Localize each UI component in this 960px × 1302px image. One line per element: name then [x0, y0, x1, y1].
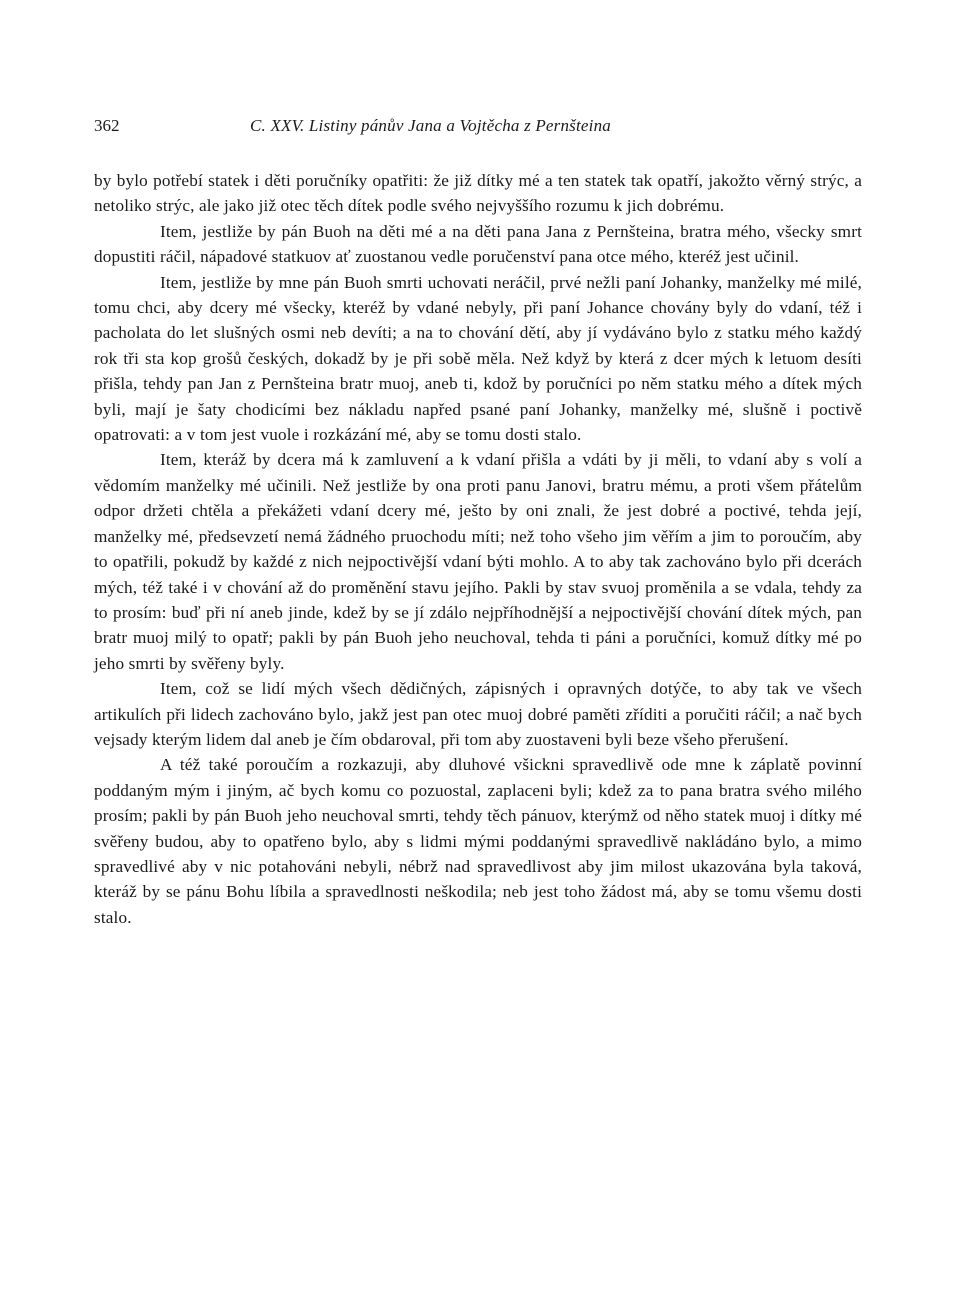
paragraph-2: Item, jestliže by pán Buoh na děti mé a na děti pana Jana z Pernšteina, bratra mého, všecky smrt dopustiti ráčil, nápadové statkuov ať zuostanou vedle poručenství pana otce mého, kteréž jest učinil. [94, 221, 862, 267]
paragraph-5: Item, což se lidí mých všech dědičných, zápisných i opravných dotýče, to aby tak ve všech artikulích při lidech zachováno bylo, jakž jest pan otec muoj dobré paměti zříditi a poručiti ráčil; a nač bych vejsady kterým lidem dal aneb je čím obdaroval, při tom aby zuostaveni byli beze všeho přerušení. [94, 679, 862, 749]
body-text [94, 168, 862, 930]
running-header [94, 116, 862, 146]
paragraph-4: Item, kteráž by dcera má k zamluvení a k vdaní přišla a vdáti by ji měli, to vdaní aby s volí a vědomím manželky mé učinili. Než jestliže by ona proti panu Janovi, bratru mému, a proti všem přátelům odpor držeti chtěla a překážeti vdaní dcery mé, ješto by oni znali, že jest dobré a poctivé, tehda její, manželky mé, předsevzetí nemá žádného pruochodu míti; než toho všeho jim věřím a jim to poroučím, aby to opatřili, pokudž by každé z nich nejpoctivější vdaní býti mohlo. A to aby tak zachováno bylo při dcerách mých, též také i v chování až do proměnění stavu jejího. Pakli by stav svuoj proměnila a se vdala, tehdy za to prosím: buď při ní aneb jinde, kdež by se jí zdálo nejpříhodnější a nejpoctivější chování dítek mých, pan bratr muoj milý to opatř; pakli by pán Buoh jeho neuchoval, tehda ti páni a poručníci, komuž dítky mé po jeho smrti by svěřeny byly. [94, 450, 862, 673]
document-page [94, 116, 862, 930]
page-number: 362 [94, 116, 120, 135]
paragraph-1: by bylo potřebí statek i děti poručníky opatřiti: že již dítky mé a ten statek tak opatří, jakožto věrný strýc, a netoliko strýc, ale jako již otec těch dítek podle svého nejvyššího rozumu k jich dobrému. [94, 171, 862, 216]
paragraph-3: Item, jestliže by mne pán Buoh smrti uchovati neráčil, prvé nežli paní Johanky, manželky mé milé, tomu chci, aby dcery mé všecky, kteréž by vdané nebyly, při paní Johance chovány byly do vdaní, též i pacholata do let slušných osmi neb devíti; a na to chování dětí, aby jí vydáváno bylo z statku mého každý rok tři sta kop grošů českých, dokadž by je při sobě měla. Než když by která z dcer mých k letuom desíti přišla, tehdy pan Jan z Pernšteina bratr muoj, aneb ti, kdož by poručníci po něm statku mého a dítek mých byli, mají je šaty chodicími bez nákladu napřed psané paní Johanky, manželky mé, slušně i poctivě opatrovati: a v tom jest vuole i rozkázání mé, aby se tomu dosti stalo. [94, 272, 862, 445]
header-title: C. XXV. Listiny pánův Jana a Vojtěcha z Pernšteina [250, 116, 611, 135]
paragraph-6: A též také poroučím a rozkazuji, aby dluhové všickni spravedlivě ode mne k záplatě povinní poddaným mým i jiným, ač bych komu co pozuostal, zaplaceni byli; kdež za to pana bratra svého milého prosím; pakli by pán Buoh jeho neuchoval smrti, tehdy těch pánuov, kterýmž od něho statek muoj i dítky mé svěřeny budou, aby to opatřeno bylo, aby s lidmi mými poddanými spravedlivě nakládáno bylo, a mimo spravedlivé aby v nic potahováni nebyli, nébrž nad spravedlivost aby jim milost ukazována byla taková, kteráž by se pánu Bohu líbila a spravedlnosti neškodila; neb jest toho žádost má, aby se tomu všemu dosti stalo. [94, 755, 862, 927]
